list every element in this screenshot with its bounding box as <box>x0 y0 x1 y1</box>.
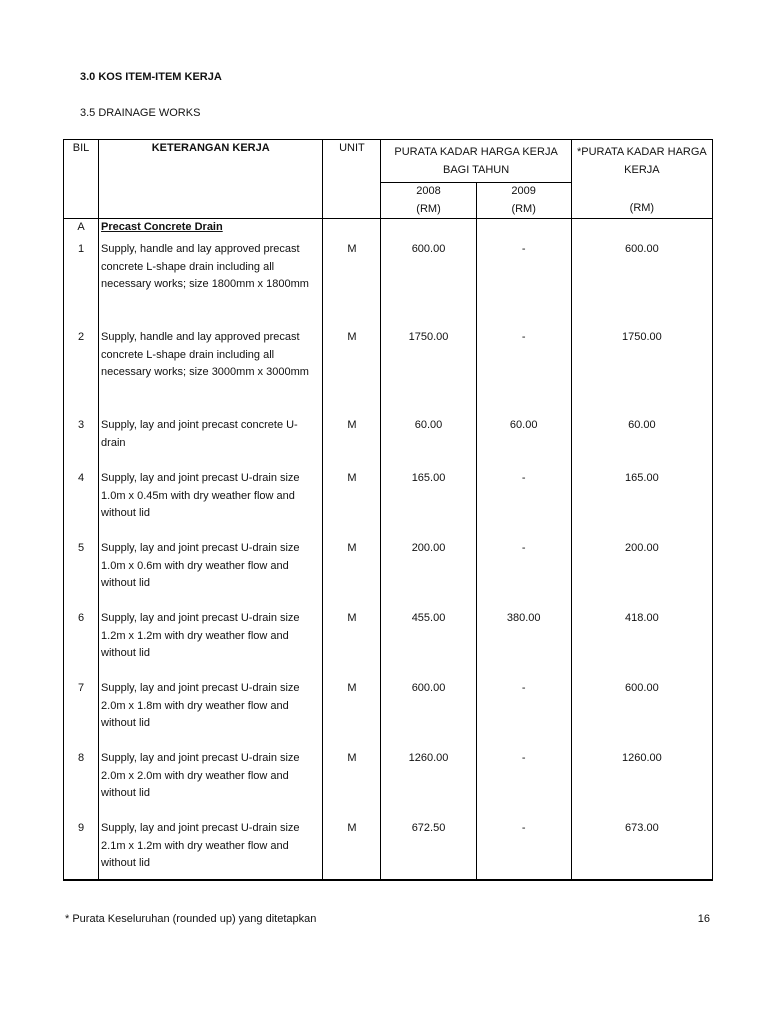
item-rate-2009: - <box>476 241 571 329</box>
header-year-2008 <box>381 183 476 219</box>
subsection-heading: 3.5 DRAINAGE WORKS <box>80 107 201 119</box>
rm-label: (RM) <box>511 202 536 215</box>
table-row <box>64 680 713 750</box>
item-unit: M <box>323 241 381 329</box>
item-average-rate: 600.00 <box>571 241 712 329</box>
item-average-rate: 165.00 <box>571 470 712 540</box>
section-heading: 3.0 KOS ITEM-ITEM KERJA <box>80 71 222 83</box>
item-number: 5 <box>64 540 99 610</box>
rm-label: (RM) <box>416 202 441 215</box>
item-description: Supply, lay and joint precast U-drain size 1.0m x 0.45m with dry weather flow and without lid <box>99 470 323 540</box>
table-row <box>64 820 713 880</box>
item-average-rate: 418.00 <box>571 610 712 680</box>
item-rate-2008: 200.00 <box>381 540 476 610</box>
item-rate-2008: 672.50 <box>381 820 476 880</box>
item-description: Supply, lay and joint precast U-drain size 2.0m x 2.0m with dry weather flow and without lid <box>99 750 323 820</box>
item-number: 9 <box>64 820 99 880</box>
item-rate-2008: 600.00 <box>381 680 476 750</box>
item-average-rate: 200.00 <box>571 540 712 610</box>
item-description: Supply, lay and joint precast U-drain size 1.0m x 0.6m with dry weather flow and without lid <box>99 540 323 610</box>
table-row <box>64 241 713 329</box>
item-unit: M <box>323 470 381 540</box>
rm-label: (RM) <box>629 201 655 214</box>
item-description: Supply, handle and lay approved precast concrete L-shape drain including all necessary works; size 1800mm x 1800mm <box>99 241 323 329</box>
item-number: 4 <box>64 470 99 540</box>
table-row <box>64 329 713 417</box>
header-blank <box>64 183 99 219</box>
item-number: 6 <box>64 610 99 680</box>
item-rate-2008: 60.00 <box>381 417 476 470</box>
table-row <box>64 540 713 610</box>
section-title: Precast Concrete Drain <box>99 219 323 242</box>
header-row-2 <box>64 183 713 219</box>
item-unit: M <box>323 820 381 880</box>
item-description: Supply, handle and lay approved precast concrete L-shape drain including all necessary works; size 3000mm x 3000mm <box>99 329 323 417</box>
section-row <box>64 219 713 242</box>
item-rate-2008: 455.00 <box>381 610 476 680</box>
header-bil: BIL <box>64 140 99 183</box>
item-number: 1 <box>64 241 99 329</box>
rates-table <box>63 139 713 881</box>
table-row <box>64 470 713 540</box>
header-blank <box>99 183 323 219</box>
item-number: 8 <box>64 750 99 820</box>
item-number: 7 <box>64 680 99 750</box>
item-rate-2009: 60.00 <box>476 417 571 470</box>
item-rate-2009: - <box>476 750 571 820</box>
header-unit: UNIT <box>323 140 381 183</box>
item-rate-2009: - <box>476 680 571 750</box>
item-rate-2009: - <box>476 329 571 417</box>
header-description: KETERANGAN KERJA <box>99 140 323 183</box>
item-average-rate: 600.00 <box>571 680 712 750</box>
section-letter: A <box>64 219 99 242</box>
header-year-2009 <box>476 183 571 219</box>
item-rate-2009: - <box>476 470 571 540</box>
table-row <box>64 750 713 820</box>
page-number: 16 <box>697 913 710 925</box>
item-description: Supply, lay and joint precast U-drain size 2.0m x 1.8m with dry weather flow and without lid <box>99 680 323 750</box>
item-number: 2 <box>64 329 99 417</box>
item-average-rate: 673.00 <box>571 820 712 880</box>
footnote: * Purata Keseluruhan (rounded up) yang ditetapkan <box>65 913 317 925</box>
header-blank <box>323 183 381 219</box>
table-row <box>64 610 713 680</box>
item-average-rate: 60.00 <box>571 417 712 470</box>
year-2009-label: 2009 <box>511 185 536 197</box>
item-unit: M <box>323 610 381 680</box>
item-unit: M <box>323 417 381 470</box>
item-rate-2009: - <box>476 540 571 610</box>
header-purata: PURATA KADAR HARGA KERJA BAGI TAHUN <box>381 140 571 183</box>
item-rate-2008: 1260.00 <box>381 750 476 820</box>
item-unit: M <box>323 540 381 610</box>
item-number: 3 <box>64 417 99 470</box>
item-rate-2009: - <box>476 820 571 880</box>
item-description: Supply, lay and joint precast U-drain size 2.1m x 1.2m with dry weather flow and without lid <box>99 820 323 880</box>
item-rate-2008: 1750.00 <box>381 329 476 417</box>
item-description: Supply, lay and joint precast concrete U-drain <box>99 417 323 470</box>
header-average-rm <box>571 183 712 219</box>
year-2008-label: 2008 <box>416 185 441 197</box>
item-rate-2008: 600.00 <box>381 241 476 329</box>
item-average-rate: 1750.00 <box>571 329 712 417</box>
item-unit: M <box>323 750 381 820</box>
item-unit: M <box>323 680 381 750</box>
header-row-1 <box>64 140 713 183</box>
item-description: Supply, lay and joint precast U-drain size 1.2m x 1.2m with dry weather flow and without lid <box>99 610 323 680</box>
item-average-rate: 1260.00 <box>571 750 712 820</box>
header-average: *PURATA KADAR HARGA KERJA <box>571 140 712 183</box>
item-rate-2009: 380.00 <box>476 610 571 680</box>
item-unit: M <box>323 329 381 417</box>
item-rate-2008: 165.00 <box>381 470 476 540</box>
table-row <box>64 417 713 470</box>
